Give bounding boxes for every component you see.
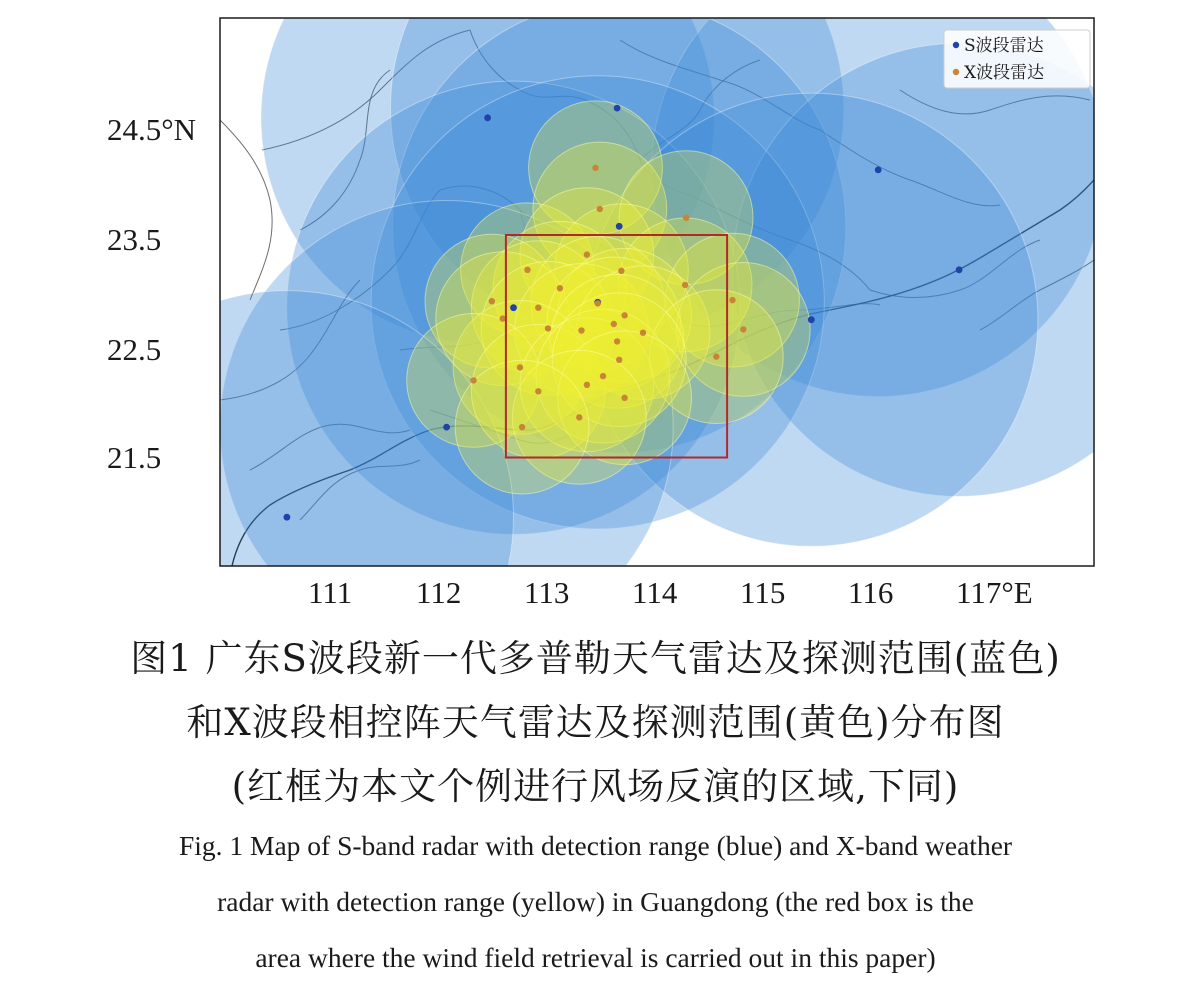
caption-en-line-3: area where the wind field retrieval is carried out in this paper) (255, 942, 936, 973)
caption-en-line-2: radar with detection range (yellow) in Guangdong (the red box is the (217, 886, 974, 917)
x-band-radar-marker (535, 305, 541, 311)
y-tick-label: 22.5 (107, 332, 162, 367)
x-band-radar-marker (489, 298, 495, 304)
y-axis-labels (107, 112, 196, 475)
x-band-radar-marker (640, 330, 646, 336)
legend (944, 30, 1090, 88)
x-band-radar-marker (519, 424, 525, 430)
x-tick-label: 115 (740, 575, 786, 610)
s-band-radar-marker (484, 114, 491, 121)
caption-cn-line-1: 图1 广东S波段新一代多普勒天气雷达及探测范围(蓝色) (130, 637, 1061, 680)
x-band-radar-marker (618, 268, 624, 274)
legend-x-band-marker (953, 69, 959, 75)
x-band-radar-marker (740, 326, 746, 332)
x-tick-label: 113 (524, 575, 570, 610)
s-band-radar-marker (284, 514, 291, 521)
legend-x-band-label: X波段雷达 (964, 63, 1045, 83)
caption-cn-line-2: 和X波段相控阵天气雷达及探测范围(黄色)分布图 (186, 701, 1005, 744)
s-band-radar-marker (443, 424, 450, 431)
x-band-radar-marker (616, 357, 622, 363)
x-band-radar-marker (517, 364, 523, 370)
x-band-radar-marker (470, 377, 476, 383)
s-band-radar-marker (510, 304, 517, 311)
caption-en-line-1: Fig. 1 Map of S-band radar with detection range (blue) and X-band weather (178, 830, 1013, 861)
y-tick-label: 24.5°N (107, 112, 197, 147)
x-tick-label: 111 (308, 575, 353, 610)
x-band-radar-marker (683, 215, 689, 221)
x-band-radar-marker (545, 325, 551, 331)
x-band-radar-marker (611, 321, 617, 327)
x-band-radar-marker (584, 251, 590, 257)
x-band-radar-marker (600, 373, 606, 379)
s-band-radar-marker (875, 167, 882, 174)
x-band-radar-marker (576, 414, 582, 420)
x-band-radar-marker (713, 353, 719, 359)
x-band-radar-marker (535, 388, 541, 394)
legend-s-band-marker (953, 42, 959, 48)
caption-cn-line-3: (红框为本文个例进行风场反演的区域,下同) (231, 765, 960, 808)
x-band-radar-marker (524, 267, 530, 273)
x-band-radar-marker (584, 382, 590, 388)
s-band-radar-marker (956, 266, 963, 273)
x-tick-label: 112 (416, 575, 462, 610)
x-band-radar-marker (614, 338, 620, 344)
x-tick-label: 116 (848, 575, 894, 610)
legend-s-band-label: S波段雷达 (964, 36, 1044, 56)
x-band-radar-marker (621, 395, 627, 401)
x-band-radar-marker (592, 165, 598, 171)
y-tick-label: 21.5 (107, 440, 162, 475)
x-band-radar-marker (597, 206, 603, 212)
y-tick-label: 23.5 (107, 222, 162, 257)
s-band-radar-marker (808, 316, 815, 323)
x-band-radar-marker (682, 282, 688, 288)
x-band-radar-marker (595, 300, 601, 306)
x-band-radar-marker (578, 327, 584, 333)
s-band-radar-marker (616, 223, 623, 230)
s-band-radar-marker (614, 105, 621, 112)
x-tick-label: 117°E (956, 575, 1033, 610)
x-tick-label: 114 (632, 575, 678, 610)
x-band-radar-marker (621, 312, 627, 318)
x-band-radar-marker (729, 297, 735, 303)
x-band-radar-marker (557, 285, 563, 291)
x-axis-labels (308, 575, 1033, 610)
